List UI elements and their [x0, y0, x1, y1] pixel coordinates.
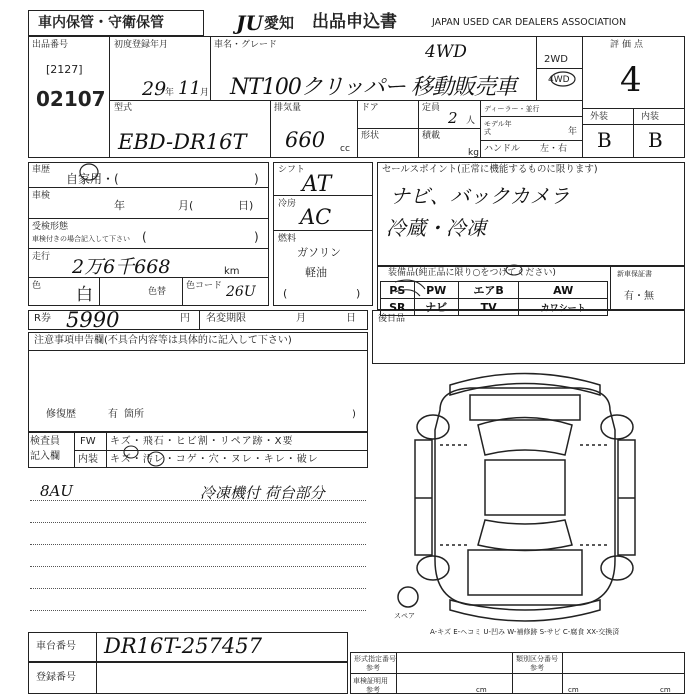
ju-logo: JU	[236, 11, 263, 35]
receipt-label: 受検形態	[32, 222, 69, 232]
receipt-sub: 車検付きの場合記入して下さい	[32, 235, 130, 243]
plate-section	[28, 662, 348, 694]
equipment-label: 装備品(純正品に限り○をつけてください)	[388, 268, 556, 278]
model-year-label: モデル年式	[484, 120, 512, 136]
notes-section	[28, 332, 368, 432]
shift-label: シフト	[278, 165, 306, 175]
equip-tv: TV	[458, 299, 518, 316]
fuel-close: )	[356, 287, 361, 300]
equip-pw: PW	[414, 282, 458, 299]
ac-value: AC	[300, 205, 332, 229]
chassis-value: DR16T-257457	[104, 634, 262, 658]
fuel-label: 燃料	[278, 234, 297, 244]
damage-legend: A-キズ E-ヘコミ U-凹み W-補修跡 S-サビ C-腐食 XX-交換済	[430, 628, 620, 636]
shape-label: 形状	[361, 131, 380, 141]
shift-value: AT	[302, 172, 332, 197]
chassis-label: 車台番号	[36, 641, 76, 652]
inspector-interior-items: キズ・汚レ・コゲ・穴・ヌレ・キレ・破レ	[110, 454, 319, 465]
equip-aw: AW	[519, 282, 608, 299]
fuel-diesel: 軽油	[305, 266, 327, 279]
interior-label: 内装	[641, 112, 660, 122]
mileage-label: 走行	[32, 252, 51, 262]
vehicle-name-value: NT100クリッパー 移動販売車	[230, 75, 517, 100]
lot-number: 02107	[36, 87, 106, 111]
model-code-value: EBD-DR16T	[118, 130, 247, 154]
recycle-value: 5990	[66, 308, 120, 332]
model-code-label: 型式	[114, 103, 133, 113]
inspection-day-unit: 日)	[238, 199, 254, 212]
ac-label: 冷房	[278, 199, 297, 209]
recycle-label: R券	[34, 313, 51, 324]
displacement-value: 660	[285, 128, 326, 152]
inspection-month-unit: 月(	[178, 199, 194, 212]
two-wd-option: 2WD	[544, 54, 568, 65]
lot-label: 出品番号	[32, 40, 69, 50]
form-title: 出品申込書	[312, 12, 397, 32]
spare-label: スペア	[394, 612, 415, 620]
receipt-close: )	[254, 230, 259, 244]
designation-ref: 参考	[366, 664, 380, 672]
certificate-ref: 参考	[366, 686, 380, 694]
handle-options: 左・右	[540, 144, 568, 154]
lot-bracket-number: [2127]	[46, 63, 83, 76]
inspector-label-2: 記入欄	[30, 451, 60, 462]
name-change-label: 名変期限	[206, 313, 246, 324]
car-diagram	[398, 374, 635, 622]
equip-sr: SR	[381, 299, 415, 316]
equip-ps: PS	[381, 282, 415, 299]
color-label: 色	[32, 281, 42, 291]
interior-grade: B	[648, 128, 663, 152]
new-car-warranty-label: 新車保証書	[617, 270, 652, 278]
sales-point-label: セールスポイント(正常に機能するものに限ります)	[382, 164, 598, 175]
registration-month-unit: 月	[200, 88, 210, 98]
association-name: JAPAN USED CAR DEALERS ASSOCIATION	[432, 17, 627, 28]
repair-parts-label: 箇所	[124, 409, 144, 420]
dealer-label: ディーラー・並行	[484, 105, 540, 113]
displacement-unit: cc	[340, 144, 350, 154]
grade-value: 4	[620, 60, 642, 100]
registration-year: 29	[142, 78, 167, 100]
fuel-open: (	[283, 287, 288, 300]
color-code-value: 26U	[226, 284, 256, 300]
designation-label: 形式指定番号	[354, 655, 396, 663]
storage-status: 車内保管・守衛保管	[38, 15, 164, 31]
history-label: 車歴	[32, 165, 51, 175]
history-close: )	[254, 172, 259, 186]
load-unit: kg	[468, 148, 479, 158]
category-label: 類別区分番号	[516, 655, 558, 663]
category-ref: 参考	[530, 664, 544, 672]
rear-items-label: 後日品	[378, 314, 406, 324]
new-car-warranty-options: 有・無	[624, 291, 654, 302]
doors-label: ドア	[361, 103, 379, 113]
capacity-unit: 人	[466, 116, 476, 126]
name-change-day: 日	[346, 313, 356, 324]
rear-items-section	[372, 310, 685, 364]
sales-point-line1: ナビ、バックカメラ	[390, 184, 570, 208]
name-change-month: 月	[296, 313, 306, 324]
first-registration-label: 初度登録年月	[114, 40, 169, 50]
exterior-grade: B	[597, 128, 612, 152]
equip-navi: ナビ	[414, 299, 458, 316]
handle-label: ハンドル	[484, 144, 521, 154]
note-right: 冷凍機付 荷台部分	[200, 484, 325, 502]
grade-label: 評価点	[610, 40, 647, 50]
repair-close: )	[352, 409, 356, 420]
plate-label: 登録番号	[36, 672, 76, 683]
inspector-fw-label: FW	[80, 436, 96, 447]
sales-point-line2: 冷蔵・冷凍	[386, 216, 486, 240]
displacement-label: 排気量	[274, 103, 302, 113]
recycle-unit: 円	[180, 313, 190, 324]
inspection-year-unit: 年	[114, 199, 125, 212]
drive-note: 4WD	[425, 42, 467, 62]
history-value: 自家用・(	[66, 172, 119, 186]
repair-history-value: 有	[108, 409, 118, 420]
vehicle-name-label: 車名・グレード	[214, 40, 278, 50]
capacity-value: 2	[448, 109, 458, 127]
registration-month: 11	[178, 78, 201, 99]
inspector-label-1: 検査員	[30, 436, 60, 447]
equip-airbag: エアB	[458, 282, 518, 299]
inspector-interior-label: 内装	[78, 454, 98, 465]
exterior-label: 外装	[590, 112, 609, 122]
certificate-label: 車検証明用	[353, 677, 388, 685]
cm-unit-1: cm	[476, 686, 487, 694]
equip-leather-seat: カワシート	[519, 299, 608, 316]
mileage-unit: km	[224, 266, 240, 277]
cm-unit-2: cm	[568, 686, 579, 694]
color-code-label: 色コード	[186, 281, 223, 291]
receipt-open: (	[142, 230, 147, 244]
load-label: 積載	[422, 131, 441, 141]
inspection-label: 車検	[32, 191, 51, 201]
color-swatch-label: 色替	[148, 287, 167, 297]
capacity-label: 定員	[422, 103, 441, 113]
registration-year-unit: 年	[165, 88, 175, 98]
notes-label: 注意事項申告欄(不具合内容等は具体的に記入して下さい)	[34, 335, 292, 346]
repair-history-label: 修復歴	[46, 409, 76, 420]
mileage-value: 2万6千668	[72, 256, 171, 278]
four-wd-option: 4WD	[548, 75, 570, 85]
branch-name: 愛知	[264, 14, 295, 32]
color-value: 白	[76, 285, 93, 305]
fuel-gasoline: ガソリン	[297, 246, 341, 259]
inspector-fw-items: キズ・飛石・ヒビ割・リペア跡・X要	[110, 436, 294, 447]
model-year-suffix: 年	[568, 127, 578, 137]
note-left: 8AU	[40, 482, 74, 500]
cm-unit-3: cm	[660, 686, 671, 694]
